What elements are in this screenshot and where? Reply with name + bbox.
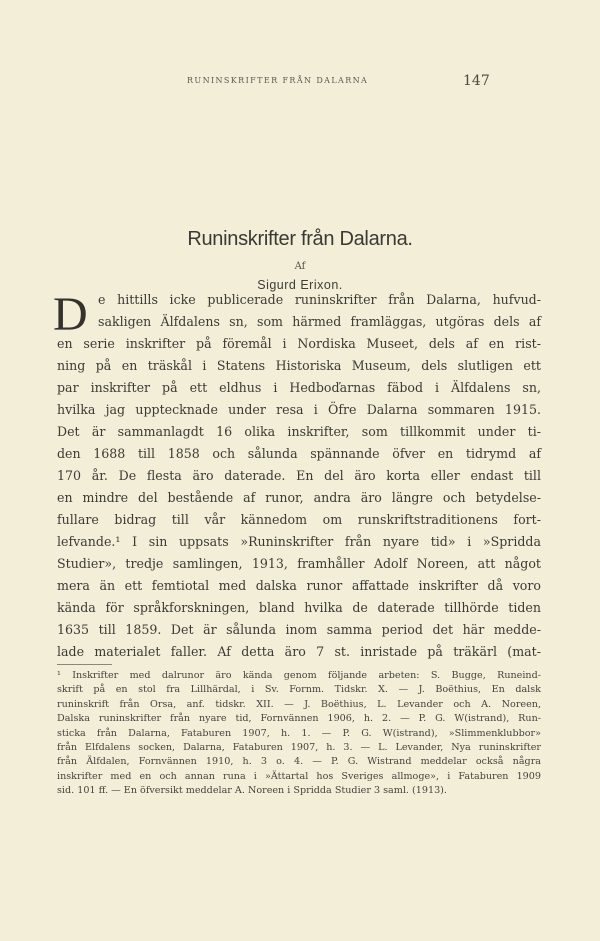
body-line: den 1688 till 1858 och sålunda spännande öfver en tidrymd af: [57, 446, 541, 461]
footnote-line: från Älfdalen, Fornvännen 1910, h. 3 o. 4. — P. G. Wistrand meddelar också några: [57, 756, 541, 768]
body-line: sakligen Älfdalens sn, som härmed framläggas, utgöras dels af: [98, 314, 541, 329]
footnote-line: skrift på en stol fra Lillhärdal, i Sv. Fornm. Tidskr. X. — J. Boëthius, En dalsk: [57, 684, 541, 696]
body-line: Det är sammanlagdt 16 olika inskrifter, som tillkommit under ti-: [57, 424, 541, 439]
body-line: ning på en träskål i Statens Historiska Museum, dels slutligen ett: [57, 358, 541, 373]
body-line: Studier», tredje samlingen, 1913, framhåller Adolf Noreen, att något: [57, 556, 541, 571]
byline: Af: [294, 261, 306, 272]
footnote-line: sid. 101 ff. — En öfversikt meddelar A. Noreen i Spridda Studier 3 saml. (1913).: [57, 785, 447, 797]
article-title: Runinskrifter från Dalarna.: [187, 228, 413, 250]
body-line: par inskrifter på ett eldhus i Hedboďarnas fäbod i Älfdalens sn,: [57, 380, 541, 395]
footnote-line: sticka från Dalarna, Fataburen 1907, h. 1. — P. G. W(istrand), »Slimmenklubbor»: [57, 727, 541, 739]
footnote-divider: [57, 664, 112, 665]
body-line: mera än ett femtiotal med dalska runor affattade inskrifter då voro: [57, 578, 541, 593]
body-line: en mindre del bestående af runor, andra äro längre och betydelse-: [57, 490, 541, 505]
footnote-line: Dalska runinskrifter från nyare tid, Fornvännen 1906, h. 2. — P. G. W(istrand), Run-: [57, 713, 541, 725]
page-number: 147: [463, 73, 490, 89]
drop-cap: D: [53, 288, 88, 341]
running-head: RUNINSKRIFTER FRÅN DALARNA: [187, 76, 369, 85]
footnote-line: runinskrift från Orsa, anf. tidskr. XII. — J. Boëthius, L. Levander och A. Noreen,: [57, 698, 541, 710]
body-line: kända för språkforskningen, bland hvilka de daterade tillhörde tiden: [57, 600, 541, 615]
body-line: e hittills icke publicerade runinskrifter från Dalarna, hufvud-: [98, 292, 541, 307]
body-line: fullare bidrag till vår kännedom om runskriftstraditionens fort-: [57, 512, 541, 527]
body-line: hvilka jag upptecknade under resa i Öfre Dalarna sommaren 1915.: [57, 402, 541, 417]
body-line: en serie inskrifter på föremål i Nordiska Museet, dels af en rist-: [57, 336, 541, 351]
body-line: 1635 till 1859. Det är sålunda inom samma period det här medde-: [57, 622, 541, 637]
footnote-line: ¹ Inskrifter med dalrunor äro kända genom följande arbeten: S. Bugge, Runeind-: [57, 670, 541, 681]
body-line: lade materialet faller. Af detta äro 7 st. inristade på träkärl (mat-: [57, 644, 541, 659]
body-line: 170 år. De flesta äro daterade. En del äro korta eller endast till: [57, 468, 541, 483]
footnote-line: inskrifter med en och annan runa i »Ättartal hos Sveriges allmoge», i Fataburen 1909: [57, 770, 541, 782]
author-name: Sigurd Erixon.: [257, 278, 343, 292]
footnote-line: från Elfdalens socken, Dalarna, Fataburen 1907, h. 3. — L. Levander, Nya runinskrifter: [57, 742, 541, 753]
body-line: lefvande.¹ I sin uppsats »Runinskrifter från nyare tid» i »Spridda: [57, 534, 541, 549]
